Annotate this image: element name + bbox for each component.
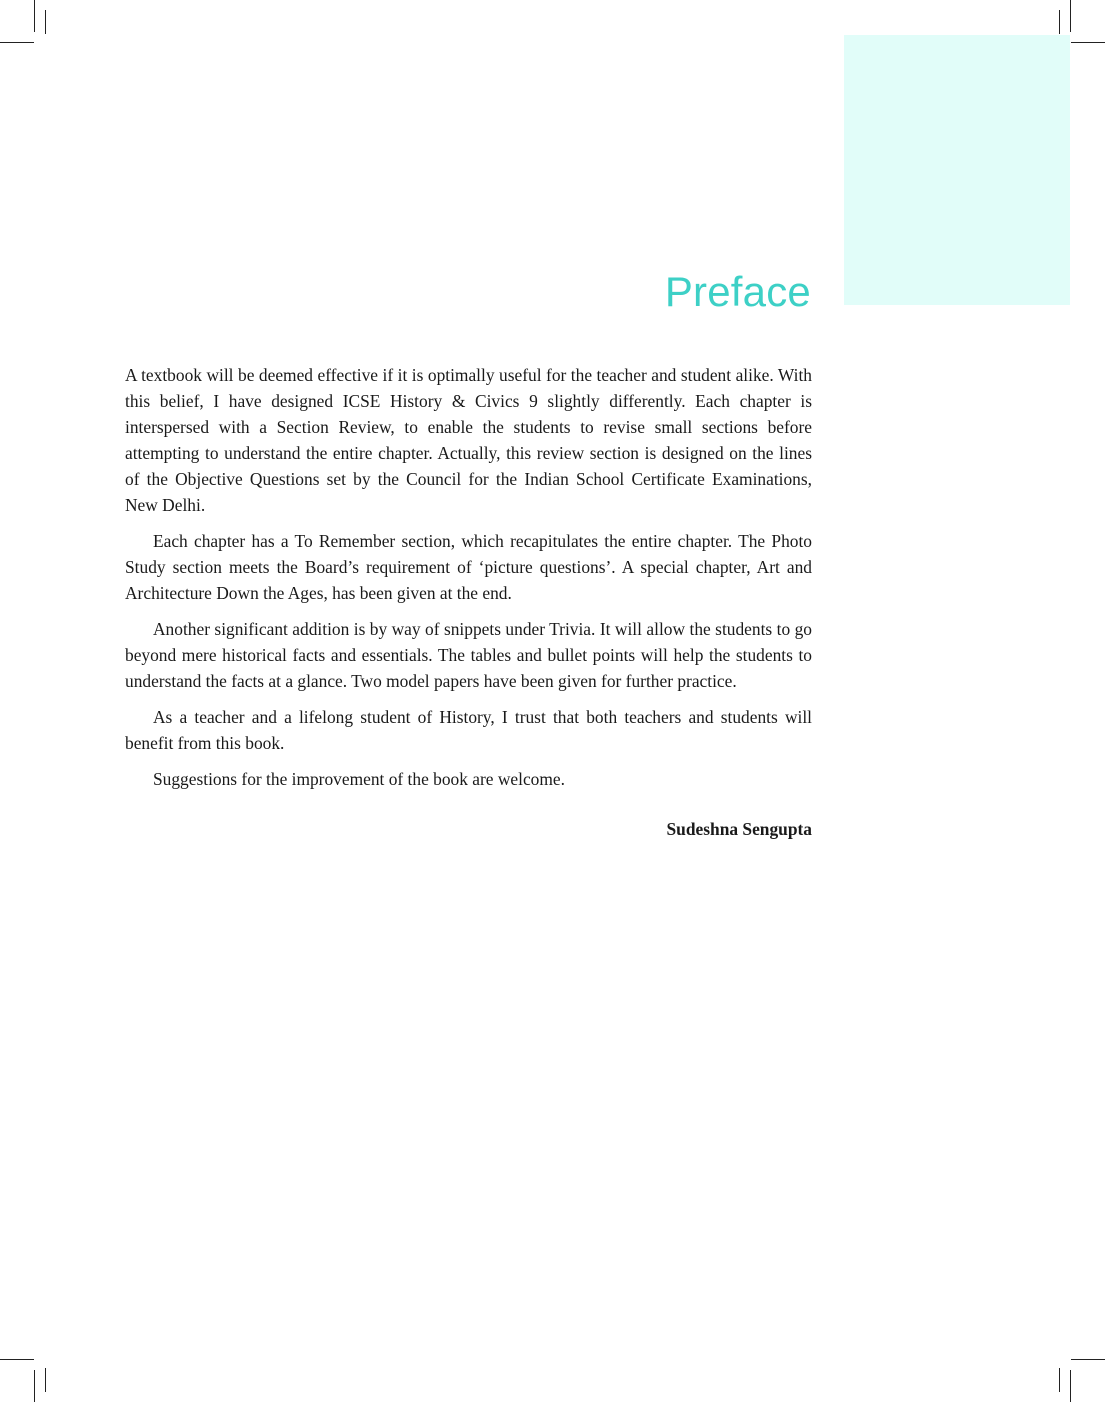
accent-block — [844, 35, 1070, 305]
crop-mark — [1070, 0, 1071, 32]
crop-mark — [1071, 42, 1105, 43]
crop-mark — [1071, 1359, 1105, 1360]
crop-mark — [1059, 10, 1060, 34]
crop-mark — [0, 42, 34, 43]
paragraph: A textbook will be deemed effective if it is optimally useful for the teacher and student alike. With this belief, I have designed ICSE History & Civics 9 slightly differently. Each chapter is interspersed with a Section Review, to enable the students to revise small sections before attempting to understand the entire chapter. Actually, this review section is designed on the lines of the Objective Questions set by the Council for the Indian School Certificate Examinations, New Delhi. — [125, 365, 812, 515]
paragraph: Each chapter has a To Remember section, which recapitulates the entire chapter. The Photo Study section meets the Board’s requirement of ‘picture questions’. A special chapter, Art and Architecture Down the Ages, has been given at the end. — [125, 531, 812, 603]
crop-mark — [0, 1359, 34, 1360]
paragraph: Another significant addition is by way of snippets under Trivia. It will allow the students to go beyond mere historical facts and essentials. The tables and bullet points will help the students to understand the facts at a glance. Two model papers have been given for further practice. — [125, 619, 812, 691]
page-title: Preface — [664, 268, 811, 315]
crop-mark — [45, 1368, 46, 1392]
preface-body — [125, 362, 812, 852]
crop-mark — [34, 1370, 35, 1402]
crop-mark — [34, 0, 35, 32]
crop-mark — [45, 10, 46, 34]
crop-mark — [1059, 1368, 1060, 1392]
paragraph: Suggestions for the improvement of the book are welcome. — [153, 769, 565, 789]
author-signature: Sudeshna Sengupta — [666, 819, 812, 839]
crop-mark — [1070, 1370, 1071, 1402]
paragraph: As a teacher and a lifelong student of History, I trust that both teachers and students will benefit from this book. — [125, 707, 812, 753]
